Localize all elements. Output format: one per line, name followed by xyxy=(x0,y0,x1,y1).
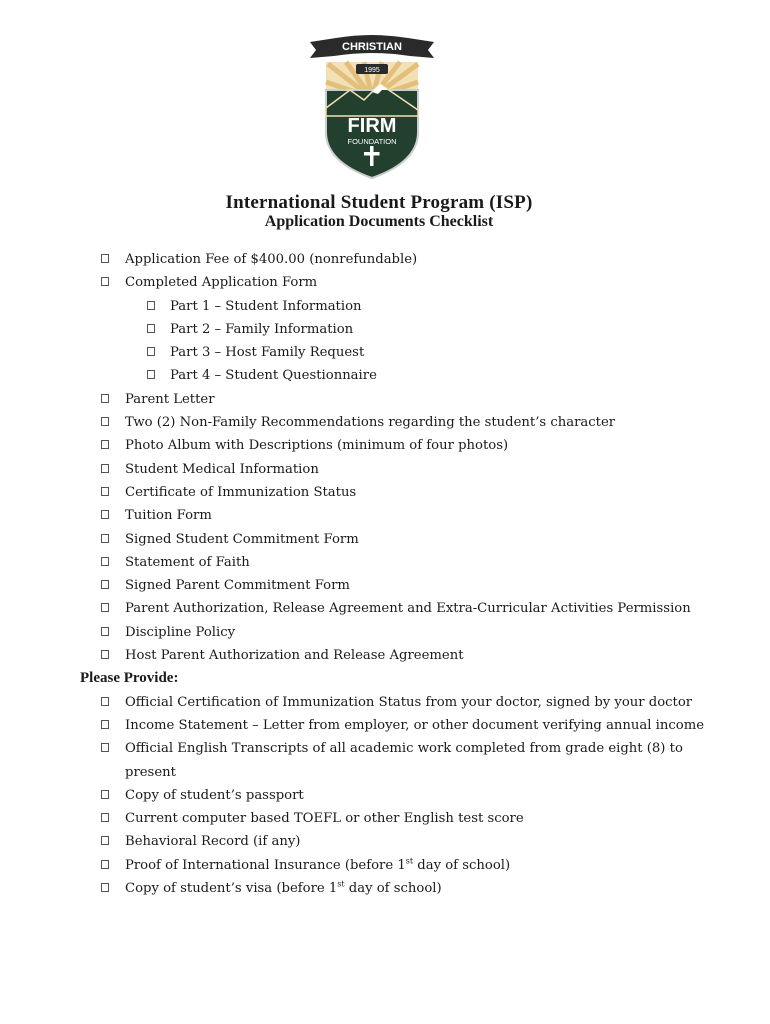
list-item: Two (2) Non-Family Recommendations regarding the student’s character xyxy=(0,411,770,434)
list-item: Parent Authorization, Release Agreement and Extra-Curricular Activities Permission xyxy=(0,597,770,620)
checkbox-icon[interactable] xyxy=(101,277,109,286)
checkbox-icon[interactable] xyxy=(147,301,155,310)
checkbox-icon[interactable] xyxy=(101,394,109,403)
list-item: Host Parent Authorization and Release Agreement xyxy=(0,644,770,667)
sub-list-item: Part 1 – Student Information xyxy=(0,295,770,318)
insurance-item-text: Proof of International Insurance (before 1st day of school) xyxy=(125,856,511,873)
checkbox-icon[interactable] xyxy=(101,464,109,473)
checkbox-icon[interactable] xyxy=(101,534,109,543)
checkbox-icon[interactable] xyxy=(101,254,109,263)
sub-list-item: Part 4 – Student Questionnaire xyxy=(0,364,770,387)
list-item: Behavioral Record (if any) xyxy=(0,830,770,853)
page-subtitle: Application Documents Checklist xyxy=(264,213,494,230)
list-item: Official English Transcripts of all academic work completed from grade eight (8) to xyxy=(0,737,770,760)
please-provide-heading: Please Provide: xyxy=(80,670,179,687)
list-item: Signed Parent Commitment Form xyxy=(0,574,770,597)
list-item xyxy=(0,877,770,900)
checkbox-icon[interactable] xyxy=(101,627,109,636)
list-item: Discipline Policy xyxy=(0,621,770,644)
sub-list-item: Part 2 – Family Information xyxy=(0,318,770,341)
list-item: Statement of Faith xyxy=(0,551,770,574)
checkbox-icon[interactable] xyxy=(101,417,109,426)
checkbox-icon[interactable] xyxy=(147,370,155,379)
list-item: Current computer based TOEFL or other English test score xyxy=(0,807,770,830)
checkbox-icon[interactable] xyxy=(101,883,109,892)
checkbox-icon[interactable] xyxy=(101,580,109,589)
list-item: Student Medical Information xyxy=(0,458,770,481)
checkbox-icon[interactable] xyxy=(101,487,109,496)
checkbox-icon[interactable] xyxy=(101,860,109,869)
visa-item-text: Copy of student’s visa (before 1st day of school) xyxy=(125,879,442,897)
crest-foundation-text: FOUNDATION xyxy=(347,137,397,146)
list-item: Signed Student Commitment Form xyxy=(0,528,770,551)
checkbox-icon[interactable] xyxy=(101,603,109,612)
checkbox-icon[interactable] xyxy=(101,743,109,752)
school-crest-logo xyxy=(306,34,438,180)
checkbox-icon[interactable] xyxy=(101,440,109,449)
crest-firm-text: FIRM xyxy=(347,115,397,137)
list-item: Application Fee of $400.00 (nonrefundable) xyxy=(0,248,770,271)
list-item: Income Statement – Letter from employer, or other document verifying annual income xyxy=(0,714,770,737)
checkbox-icon[interactable] xyxy=(101,720,109,729)
list-item xyxy=(0,854,770,877)
checkbox-icon[interactable] xyxy=(101,510,109,519)
list-item: Photo Album with Descriptions (minimum of four photos) xyxy=(0,434,770,457)
list-item: Completed Application Form xyxy=(0,271,770,294)
checkbox-icon[interactable] xyxy=(101,557,109,566)
checkbox-icon[interactable] xyxy=(101,697,109,706)
checkbox-icon[interactable] xyxy=(101,836,109,845)
documents-checklist xyxy=(0,248,770,900)
sub-list-item: Part 3 – Host Family Request xyxy=(0,341,770,364)
list-item: Copy of student’s passport xyxy=(0,784,770,807)
list-item: Official Certification of Immunization Status from your doctor, signed by your doctor xyxy=(0,691,770,714)
checkbox-icon[interactable] xyxy=(101,790,109,799)
checkbox-icon[interactable] xyxy=(101,650,109,659)
list-item: Tuition Form xyxy=(0,504,770,527)
list-item-continuation: present xyxy=(125,764,176,780)
crest-year-text: 1995 xyxy=(364,67,380,74)
checkbox-icon[interactable] xyxy=(147,324,155,333)
checkbox-icon[interactable] xyxy=(101,813,109,822)
list-item: Parent Letter xyxy=(0,388,770,411)
crest-school-text: SCHOOL xyxy=(357,54,387,61)
checkbox-icon[interactable] xyxy=(147,347,155,356)
list-item: Certificate of Immunization Status xyxy=(0,481,770,504)
crest-christian-text: CHRISTIAN xyxy=(342,41,402,53)
page-title: International Student Program (ISP) xyxy=(225,192,533,213)
